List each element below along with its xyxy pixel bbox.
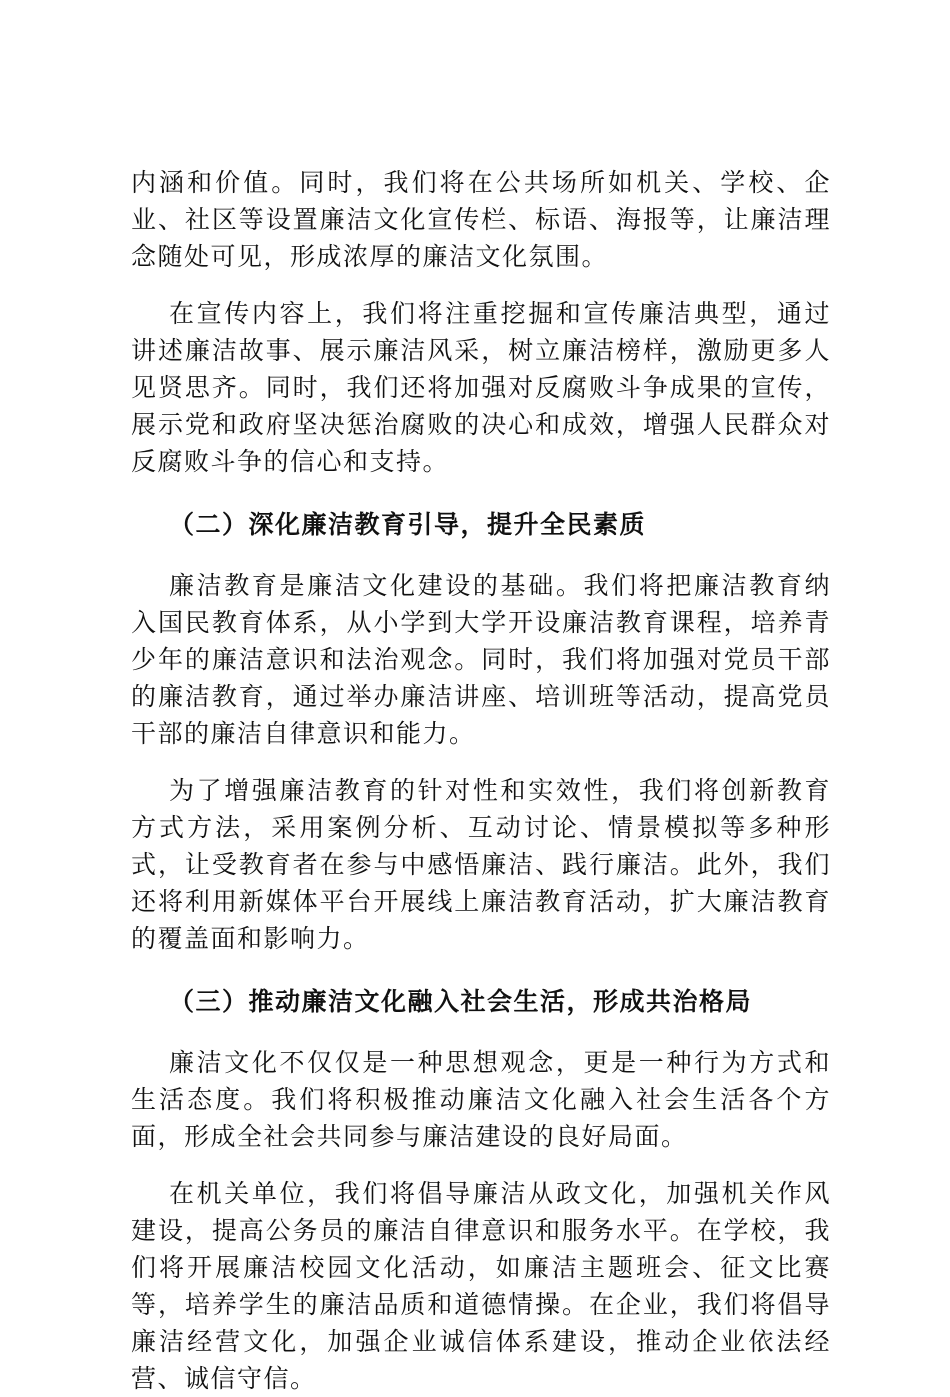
section-heading-social-life: （三）推动廉洁文化融入社会生活，形成共治格局 <box>169 987 753 1016</box>
paragraph-education-methods: 为了增强廉洁教育的针对性和实效性，我们将创新教育方式方法，采用案例分析、互动讨论、情景模拟等多种形式，让受教育者在参与中感悟廉洁、践行廉洁。此外，我们还将利用新媒体平台开展线上廉洁教育活动，扩大廉洁教育的覆盖面和影响力。 <box>131 776 831 953</box>
section-heading-education: （二）深化廉洁教育引导，提升全民素质 <box>169 510 647 539</box>
paragraph-publicity-content: 在宣传内容上，我们将注重挖掘和宣传廉洁典型，通过讲述廉洁故事、展示廉洁风采，树立廉洁榜样，激励更多人见贤思齐。同时，我们还将加强对反腐败斗争成果的宣传，展示党和政府坚决惩治腐败的决心和成效，增强人民群众对反腐败斗争的信心和支持。 <box>131 299 831 476</box>
paragraph-education-basis: 廉洁教育是廉洁文化建设的基础。我们将把廉洁教育纳入国民教育体系，从小学到大学开设廉洁教育课程，培养青少年的廉洁意识和法治观念。同时，我们将加强对党员干部的廉洁教育，通过举办廉洁讲座、培训班等活动，提高党员干部的廉洁自律意识和能力。 <box>131 571 831 748</box>
paragraph-institutions: 在机关单位，我们将倡导廉洁从政文化，加强机关作风建设，提高公务员的廉洁自律意识和服务水平。在学校，我们将开展廉洁校园文化活动，如廉洁主题班会、征文比赛等，培养学生的廉洁品质和道德情操。在企业，我们将倡导廉洁经营文化，加强企业诚信体系建设，推动企业依法经营、诚信守信。 <box>131 1179 831 1393</box>
document-body <box>131 164 831 1397</box>
paragraph-social-integration: 廉洁文化不仅仅是一种思想观念，更是一种行为方式和生活态度。我们将积极推动廉洁文化融入社会生活各个方面，形成全社会共同参与廉洁建设的良好局面。 <box>131 1048 831 1151</box>
paragraph-continuation: 内涵和价值。同时，我们将在公共场所如机关、学校、企业、社区等设置廉洁文化宣传栏、标语、海报等，让廉洁理念随处可见，形成浓厚的廉洁文化氛围。 <box>131 168 831 271</box>
